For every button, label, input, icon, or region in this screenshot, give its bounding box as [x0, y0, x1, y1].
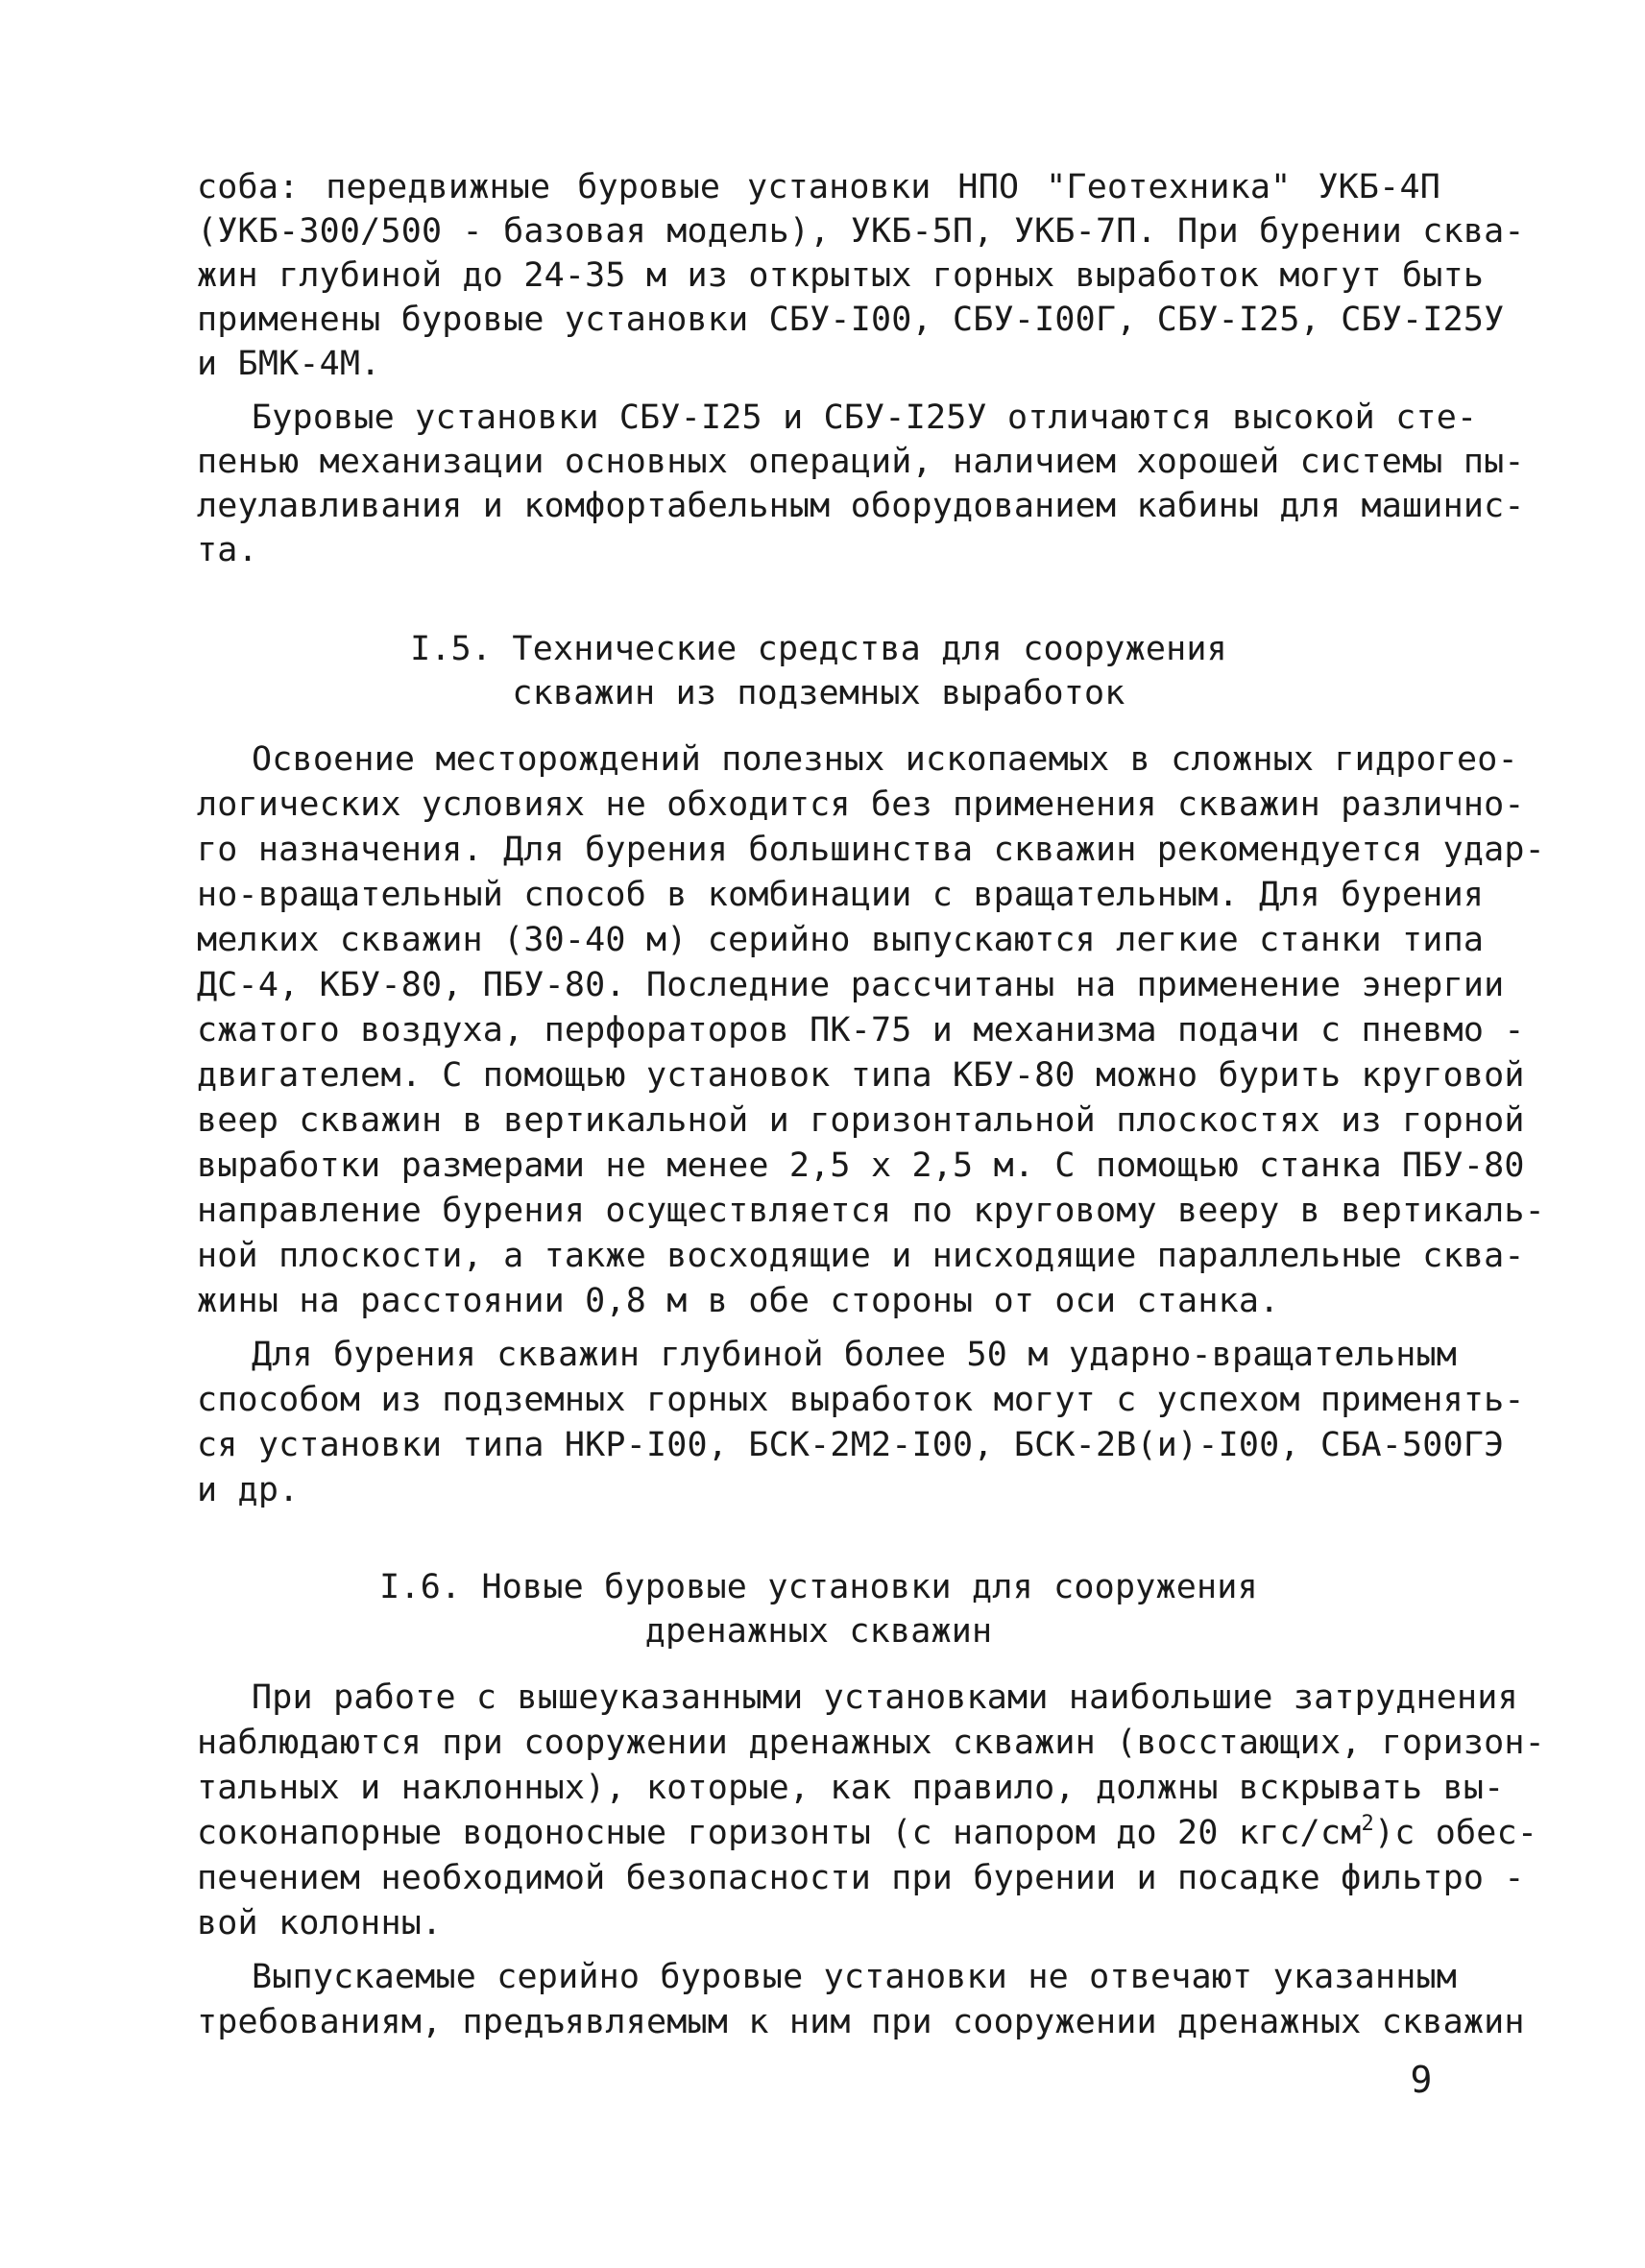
section-1-5-heading-line-1: I.5. Технические средства для сооружения — [410, 630, 1227, 668]
para3-line-3: го назначения. Для бурения большинства скважин рекомендуется удар- — [197, 831, 1545, 869]
para5-line-6: вой колонны. — [197, 1904, 443, 1942]
para4-line-2: способом из подземных горных выработок могут с успехом применять- — [197, 1381, 1525, 1419]
para3-line-12: ной плоскости, а также восходящие и нисходящие параллельные сква- — [197, 1237, 1525, 1275]
para3-line-11: направление бурения осуществляется по круговому вееру в вертикаль- — [197, 1192, 1545, 1230]
para3-line-9: веер скважин в вертикальной и горизонтальной плоскостях из горной — [197, 1101, 1525, 1140]
para2-line-2: пенью механизации основных операций, наличием хорошей системы пы- — [197, 443, 1525, 481]
para3-line-5: мелких скважин (30-40 м) серийно выпускаются легкие станки типа — [197, 921, 1485, 959]
para1-line-1: соба: передвижные буровые установки НПО "Геотехника" УКБ-4П — [197, 168, 1440, 206]
para3-line-2: логических условиях не обходится без применения скважин различно- — [197, 785, 1525, 824]
para4-line-4: и др. — [197, 1471, 300, 1509]
para3-line-1: Освоение месторождений полезных ископаемых в сложных гидрогео- — [252, 740, 1518, 779]
section-1-6-heading-line-2: дренажных скважин — [644, 1612, 993, 1651]
para3-line-6: ДС-4, КБУ-80, ПБУ-80. Последние рассчитаны на применение энергии — [197, 966, 1505, 1004]
para5-line-3: тальных и наклонных), которые, как правило, должны вскрывать вы- — [197, 1769, 1505, 1807]
para3-line-10: выработки размерами не менее 2,5 х 2,5 м. С помощью станка ПБУ-80 — [197, 1146, 1525, 1185]
para6-line-2: требованиям, предъявляемым к ним при сооружении дренажных скважин — [197, 2003, 1525, 2041]
para5-line-2: наблюдаются при сооружении дренажных скважин (восстающих, горизон- — [197, 1724, 1545, 1762]
para4-line-1: Для бурения скважин глубиной более 50 м ударно-вращательным — [252, 1336, 1458, 1374]
para3-line-8: двигателем. С помощью установок типа КБУ-80 можно бурить круговой — [197, 1056, 1525, 1095]
para5-line-5: печением необходимой безопасности при бурении и посадке фильтро - — [197, 1859, 1525, 1897]
section-1-5-heading-line-2: скважин из подземных выработок — [512, 674, 1125, 712]
para2-line-4: та. — [197, 531, 258, 569]
para3-line-7: сжатого воздуха, перфораторов ПК-75 и механизма подачи с пневмо - — [197, 1011, 1525, 1050]
page-number: 9 — [1410, 2059, 1433, 2101]
para5-line-4-text-end: )с обес- — [1373, 1814, 1538, 1852]
para3-line-4: но-вращательный способ в комбинации с вращательным. Для бурения — [197, 876, 1485, 914]
para1-line-5: и БМК-4М. — [197, 345, 381, 383]
para1-line-2: (УКБ-300/500 - базовая модель), УКБ-5П, УКБ-7П. При бурении сква- — [197, 212, 1525, 251]
para1-line-3: жин глубиной до 24-35 м из открытых горных выработок могут быть — [197, 256, 1485, 295]
superscript-two: 2 — [1361, 1812, 1374, 1836]
para1-line-4: применены буровые установки СБУ-I00, СБУ-I00Г, СБУ-I25, СБУ-I25У — [197, 301, 1505, 339]
para2-line-3: леулавливания и комфортабельным оборудованием кабины для машинис- — [197, 487, 1525, 525]
para4-line-3: ся установки типа НКР-I00, БСК-2М2-I00, БСК-2В(и)-I00, СБА-500ГЭ — [197, 1426, 1505, 1464]
section-1-6-heading-line-1: I.6. Новые буровые установки для сооружения — [379, 1568, 1258, 1606]
para5-line-1: При работе с вышеуказанными установками наибольшие затруднения — [252, 1678, 1518, 1717]
para5-line-4 — [197, 1811, 1538, 1855]
para2-line-1: Буровые установки СБУ-I25 и СБУ-I25У отличаются высокой сте- — [252, 398, 1478, 437]
para3-line-13: жины на расстоянии 0,8 м в обе стороны от оси станка. — [197, 1282, 1280, 1320]
para5-line-4-text: соконапорные водоносные горизонты (с напором до 20 кгс/см — [197, 1814, 1362, 1852]
para6-line-1: Выпускаемые серийно буровые установки не отвечают указанным — [252, 1958, 1458, 1996]
